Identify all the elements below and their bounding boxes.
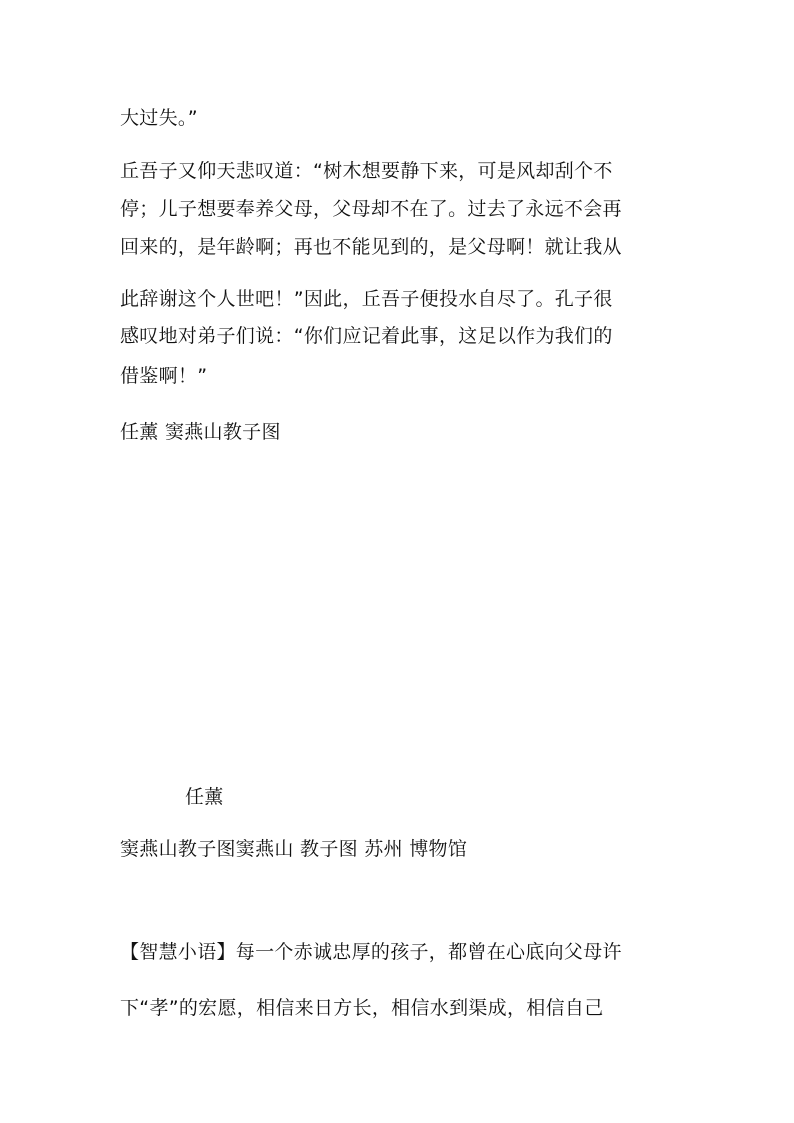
paragraph-line: 大过失。” — [120, 107, 198, 129]
paragraph-line: 下“孝”的宏愿，相信来日方长，相信水到渠成，相信自己 — [120, 997, 604, 1019]
paragraph-line: 借鉴啊！” — [120, 365, 208, 387]
image-caption: 窦燕山教子图窦燕山 教子图 苏州 博物馆 — [120, 838, 468, 860]
paragraph-line: 此辞谢这个人世吧！”因此，丘吾子便投水自尽了。孔子很 — [120, 288, 613, 310]
paragraph-line: 丘吾子又仰天悲叹道：“树木想要静下来，可是风却刮个不 — [120, 160, 613, 182]
paragraph-line: 感叹地对弟子们说：“你们应记着此事，这足以作为我们的 — [120, 325, 613, 347]
paragraph-line: 停；儿子想要奉养父母，父母却不在了。过去了永远不会再 — [120, 198, 622, 220]
author-label: 任薰 — [185, 786, 224, 808]
paragraph-line: 【智慧小语】每一个赤诚忠厚的孩子，都曾在心底向父母许 — [120, 941, 622, 963]
paragraph-line: 回来的，是年龄啊；再也不能见到的，是父母啊！就让我从 — [120, 236, 622, 258]
image-caption: 任薰 窦燕山教子图 — [120, 421, 281, 443]
